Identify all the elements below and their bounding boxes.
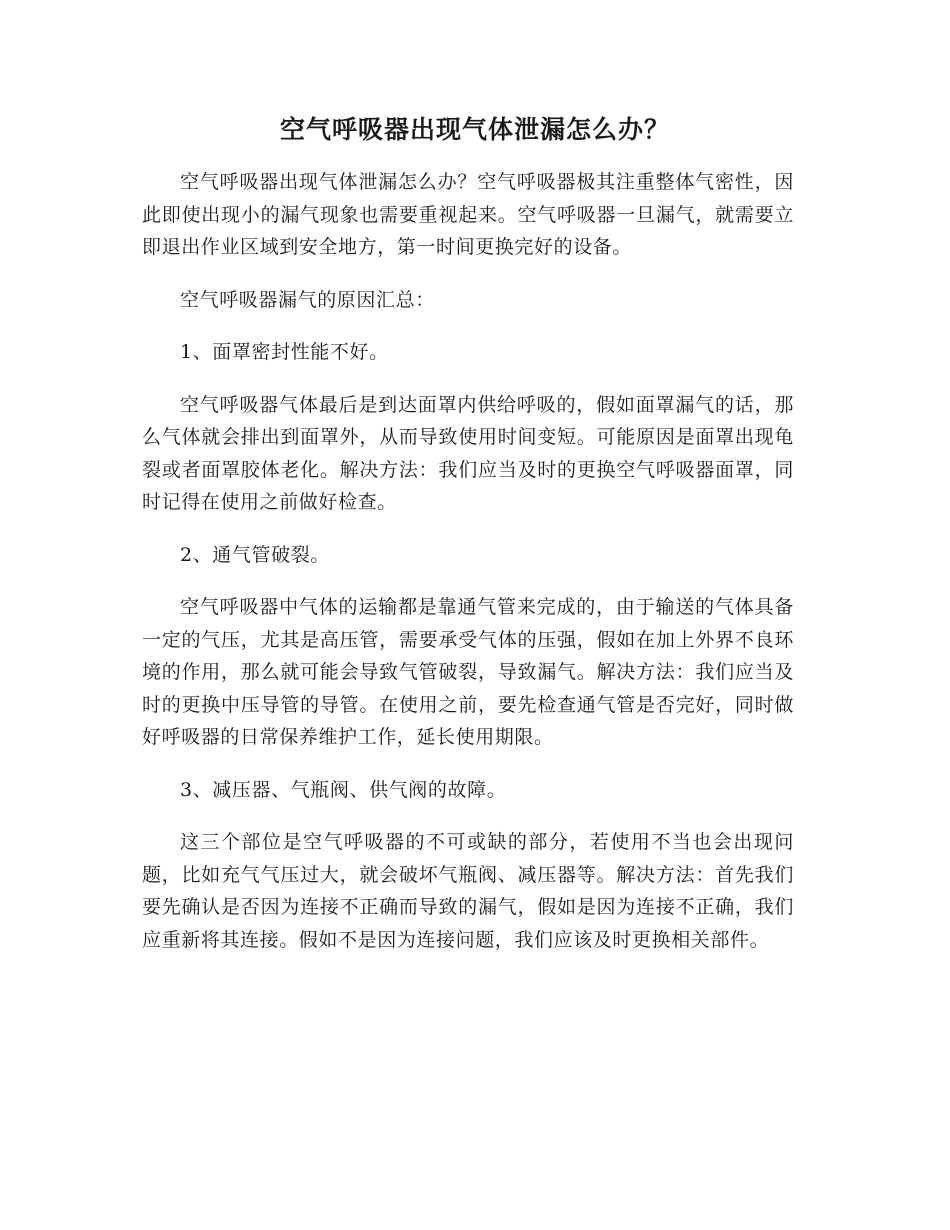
paragraph-intro: 空气呼吸器出现气体泄漏怎么办？空气呼吸器极其注重整体气密性，因此即使出现小的漏气现象也需要重视起来。空气呼吸器一旦漏气，就需要立即退出作业区域到安全地方，第一时间更换完好的设备。 <box>142 171 794 258</box>
document-body <box>142 166 794 976</box>
paragraph-cause-3-heading: 3、减压器、气瓶阀、供气阀的故障。 <box>180 778 507 801</box>
paragraph-causes-heading: 空气呼吸器漏气的原因汇总： <box>180 288 435 311</box>
paragraph-cause-1-heading: 1、面罩密封性能不好。 <box>180 341 389 363</box>
document-title: 空气呼吸器出现气体泄漏怎么办？ <box>279 115 670 144</box>
paragraph-cause-2-body: 空气呼吸器中气体的运输都是靠通气管来完成的，由于输送的气体具备一定的气压，尤其是高压管，需要承受气体的压强，假如在加上外界不良环境的作用，那么就可能会导致气管破裂，导致漏气。解决方法：我们应当及时的更换中压导管的导管。在使用之前，要先检查通气管是否完好，同时做好呼吸器的日常保养维护工作，延长使用期限。 <box>142 596 794 748</box>
paragraph-cause-2-heading: 2、通气管破裂。 <box>180 543 330 566</box>
paragraph-cause-1-body: 空气呼吸器气体最后是到达面罩内供给呼吸的，假如面罩漏气的话，那么气体就会排出到面罩外，从而导致使用时间变短。可能原因是面罩出现龟裂或者面罩胶体老化。解决方法：我们应当及时的更换空气呼吸器面罩，同时记得在使用之前做好检查。 <box>142 393 794 513</box>
paragraph-cause-3-body: 这三个部位是空气呼吸器的不可或缺的部分，若使用不当也会出现问题，比如充气气压过大，就会破坏气瓶阀、减压器等。解决方法：首先我们要先确认是否因为连接不正确而导致的漏气，假如是因为连接不正确，我们应重新将其连接。假如不是因为连接问题，我们应该及时更换相关部件。 <box>142 831 794 951</box>
